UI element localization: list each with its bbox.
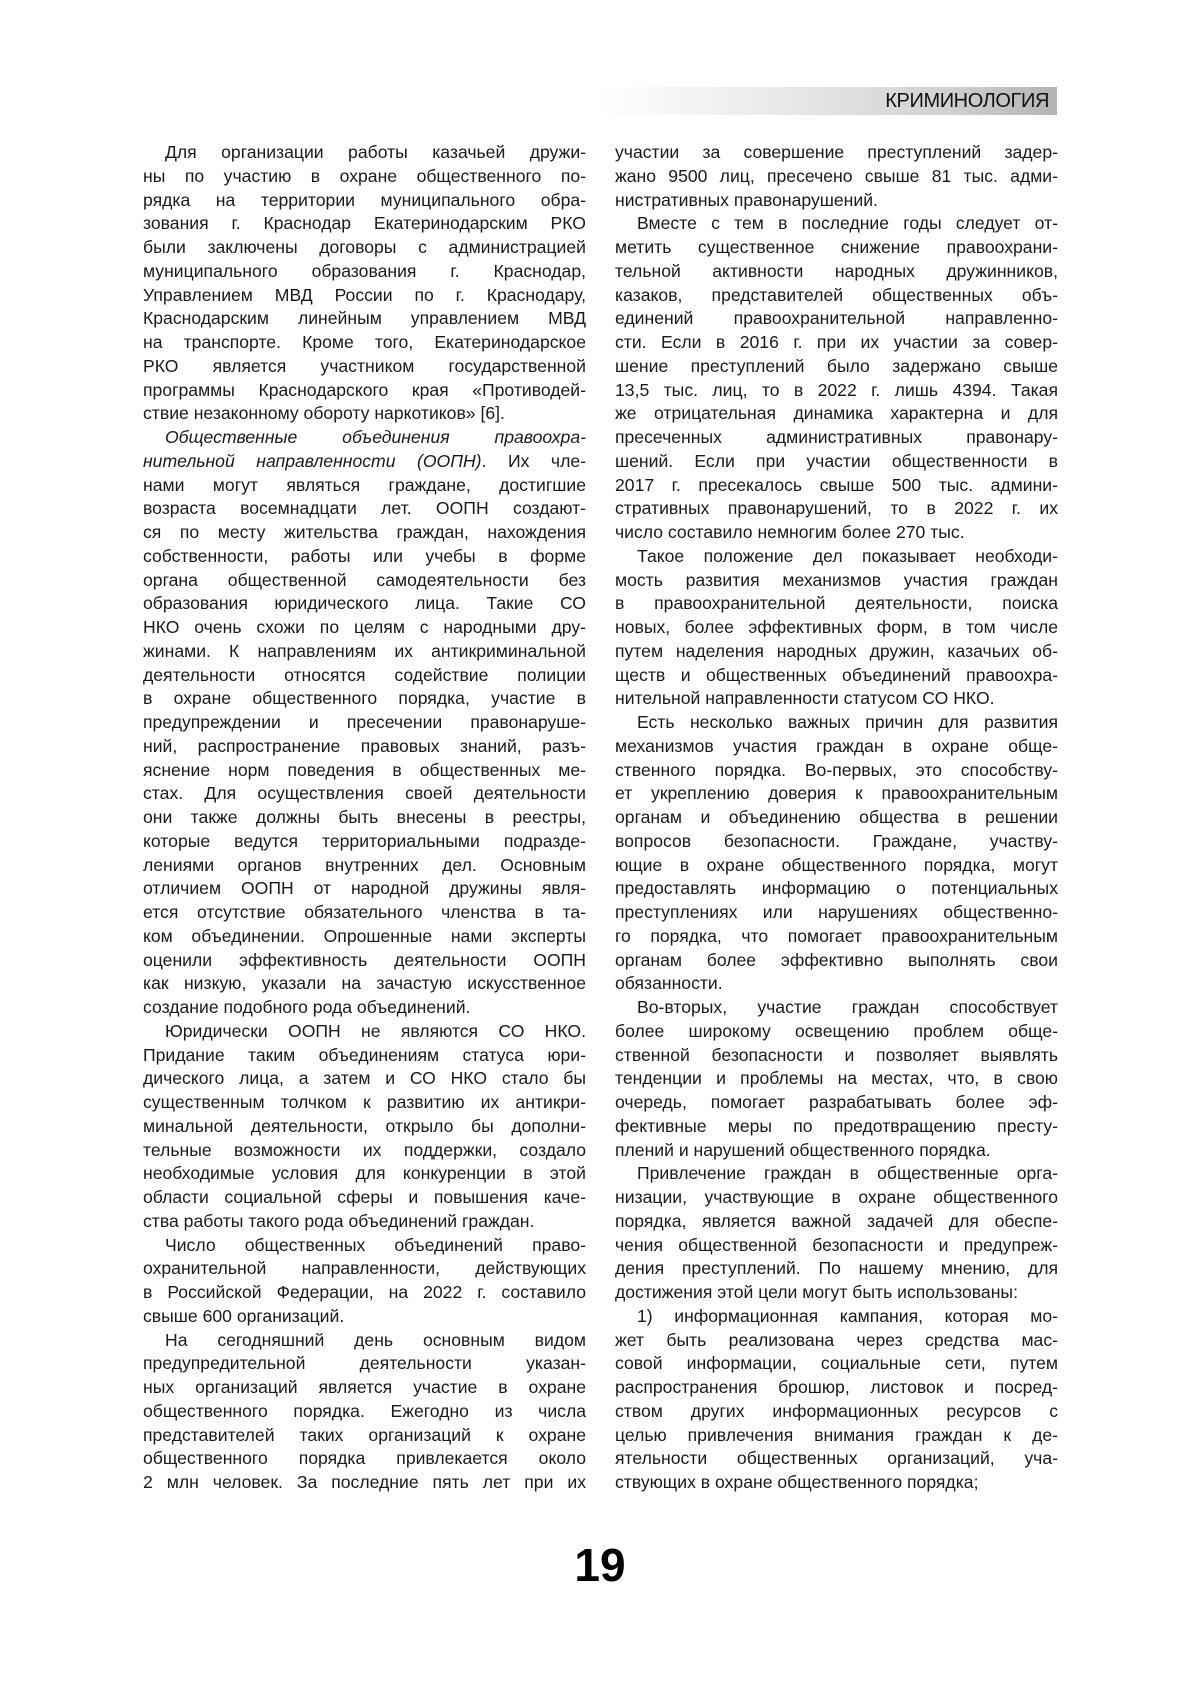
line-text: ства работы такого рода объединений граждан. bbox=[143, 1210, 534, 1234]
text-line bbox=[143, 640, 586, 664]
text-line bbox=[143, 1281, 586, 1305]
text-line bbox=[143, 972, 586, 996]
line-text: 2 млн человек. За последние пять лет при их bbox=[143, 1471, 586, 1495]
line-text: казаков, представителей общественных объ- bbox=[615, 284, 1058, 308]
text-line bbox=[615, 1352, 1058, 1376]
line-text: оценили эффективность деятельности ООПН bbox=[143, 949, 586, 973]
line-text: зования г. Краснодар Екатеринодарским РКО bbox=[143, 212, 586, 236]
text-line bbox=[143, 1305, 586, 1329]
text-line bbox=[615, 1257, 1058, 1281]
text-line bbox=[143, 616, 586, 640]
text-line bbox=[615, 972, 1058, 996]
text-line bbox=[615, 782, 1058, 806]
line-text: низации, участвующие в охране общественного bbox=[615, 1186, 1058, 1210]
line-text: 2017 г. пресекалось свыше 500 тыс. админи- bbox=[615, 474, 1058, 498]
text-line bbox=[615, 141, 1058, 165]
text-column-right bbox=[615, 141, 1058, 1495]
paragraph bbox=[615, 212, 1058, 545]
section-title: КРИМИНОЛОГИЯ bbox=[885, 90, 1049, 113]
text-line bbox=[143, 426, 586, 450]
paragraph bbox=[143, 1329, 586, 1495]
text-line bbox=[143, 355, 586, 379]
text-line bbox=[615, 664, 1058, 688]
text-line bbox=[143, 236, 586, 260]
text-line bbox=[615, 1234, 1058, 1258]
text-line bbox=[615, 569, 1058, 593]
line-text: как низкую, указали на зачастую искусственное bbox=[143, 972, 586, 996]
text-line bbox=[143, 1091, 586, 1115]
text-line bbox=[615, 616, 1058, 640]
line-text: достижения этой цели могут быть использованы: bbox=[615, 1281, 1018, 1305]
text-line bbox=[143, 1210, 586, 1234]
text-line bbox=[615, 996, 1058, 1020]
line-text: ством других информационных ресурсов с bbox=[615, 1400, 1058, 1424]
line-text bbox=[165, 426, 586, 450]
line-text: ком объединении. Опрошенные нами эксперты bbox=[143, 925, 586, 949]
text-line bbox=[143, 1376, 586, 1400]
line-text: дения преступлений. По нашему мнению, для bbox=[615, 1257, 1058, 1281]
text-line bbox=[615, 1115, 1058, 1139]
text-line bbox=[615, 521, 1058, 545]
paragraph bbox=[143, 426, 586, 1020]
paragraph bbox=[615, 711, 1058, 996]
text-line bbox=[615, 1400, 1058, 1424]
text-line bbox=[143, 260, 586, 284]
line-text: жано 9500 лиц, пресечено свыше 81 тыс. адми- bbox=[615, 165, 1058, 189]
text-line bbox=[615, 806, 1058, 830]
text-line bbox=[615, 1471, 1058, 1495]
text-line bbox=[143, 284, 586, 308]
line-text: 1) информационная кампания, которая мо- bbox=[637, 1305, 1058, 1329]
line-text: на транспорте. Кроме того, Екатеринодарское bbox=[143, 331, 586, 355]
text-line bbox=[615, 854, 1058, 878]
text-line bbox=[143, 521, 586, 545]
text-line bbox=[615, 901, 1058, 925]
line-text: РКО является участником государственной bbox=[143, 355, 586, 379]
line-text: Вместе с тем в последние годы следует от- bbox=[637, 212, 1058, 236]
line-text: 13,5 тыс. лиц, то в 2022 г. лишь 4394. Такая bbox=[615, 379, 1058, 403]
line-text: существенным толчком к развитию их антикри- bbox=[143, 1091, 586, 1115]
text-line bbox=[143, 1115, 586, 1139]
line-text: деятельности относятся содействие полиции bbox=[143, 664, 586, 688]
text-line bbox=[615, 450, 1058, 474]
line-text: Привлечение граждан в общественные орга- bbox=[637, 1162, 1058, 1186]
text-line bbox=[143, 1234, 586, 1258]
text-line bbox=[143, 806, 586, 830]
text-line bbox=[143, 212, 586, 236]
paragraph bbox=[143, 141, 586, 426]
text-line bbox=[143, 901, 586, 925]
line-text: Есть несколько важных причин для развития bbox=[637, 711, 1058, 735]
line-text: НКО очень схожи по целям с народными дру- bbox=[143, 616, 586, 640]
text-line bbox=[615, 759, 1058, 783]
line-text: ет укреплению доверия к правоохранительным bbox=[615, 782, 1058, 806]
text-segment: . Их чле- bbox=[482, 451, 586, 471]
text-line bbox=[143, 189, 586, 213]
line-text: ний, распространение правовых знаний, разъ- bbox=[143, 735, 586, 759]
text-line bbox=[615, 331, 1058, 355]
text-line bbox=[143, 402, 586, 426]
line-text: минальной деятельности, открыло бы дополни- bbox=[143, 1115, 586, 1139]
text-line bbox=[143, 1139, 586, 1163]
text-line bbox=[615, 1424, 1058, 1448]
line-text: общественного порядка привлекается около bbox=[143, 1447, 586, 1471]
text-line bbox=[615, 711, 1058, 735]
line-text: ется отсутствие обязательного членства в та- bbox=[143, 901, 586, 925]
line-text: нительной направленности статусом СО НКО. bbox=[615, 687, 995, 711]
line-text: сти. Если в 2016 г. при их участии за совер- bbox=[615, 331, 1058, 355]
text-line bbox=[143, 307, 586, 331]
line-text: необходимые условия для конкуренции в этой bbox=[143, 1162, 586, 1186]
text-line bbox=[143, 925, 586, 949]
line-text: жет быть реализована через средства мас- bbox=[615, 1329, 1058, 1353]
text-line bbox=[143, 711, 586, 735]
text-line bbox=[143, 759, 586, 783]
line-text: области социальной сферы и повышения каче- bbox=[143, 1186, 586, 1210]
text-line bbox=[143, 379, 586, 403]
line-text: распространения брошюр, листовок и посред- bbox=[615, 1376, 1058, 1400]
journal-page bbox=[0, 0, 1200, 1698]
paragraph bbox=[615, 545, 1058, 711]
text-line bbox=[615, 474, 1058, 498]
line-text: плений и нарушений общественного порядка. bbox=[615, 1139, 991, 1163]
paragraph bbox=[615, 1305, 1058, 1495]
line-text: число составило немногим более 270 тыс. bbox=[615, 521, 965, 545]
text-line bbox=[143, 1424, 586, 1448]
text-line bbox=[143, 1162, 586, 1186]
text-line bbox=[615, 830, 1058, 854]
text-line bbox=[143, 1400, 586, 1424]
line-text: нистративных правонарушений. bbox=[615, 189, 878, 213]
line-text: же отрицательная динамика характерна и для bbox=[615, 402, 1058, 426]
text-line bbox=[143, 877, 586, 901]
text-line bbox=[143, 450, 586, 474]
line-text: единений правоохранительной направленно- bbox=[615, 307, 1058, 331]
text-line bbox=[143, 1352, 586, 1376]
line-text: представителей таких организаций к охране bbox=[143, 1424, 586, 1448]
line-text: Придание таким объединениям статуса юри- bbox=[143, 1044, 586, 1068]
line-text: шений. Если при участии общественности в bbox=[615, 450, 1058, 474]
line-text: органа общественной самодеятельности без bbox=[143, 569, 586, 593]
line-text: Юридически ООПН не являются СО НКО. bbox=[165, 1020, 586, 1044]
line-text: предупреждении и пресечении правонаруше- bbox=[143, 711, 586, 735]
line-text: Управлением МВД России по г. Краснодару, bbox=[143, 284, 586, 308]
line-text: мость развития механизмов участия граждан bbox=[615, 569, 1058, 593]
line-text: дического лица, а затем и СО НКО стало бы bbox=[143, 1067, 586, 1091]
line-text: в правоохранительной деятельности, поиска bbox=[615, 592, 1058, 616]
line-text: предупредительной деятельности указан- bbox=[143, 1352, 586, 1376]
line-text: в охране общественного порядка, участие в bbox=[143, 687, 586, 711]
line-text: механизмов участия граждан в охране обще- bbox=[615, 735, 1058, 759]
text-line bbox=[615, 379, 1058, 403]
line-text: жинами. К направлениям их антикриминальной bbox=[143, 640, 586, 664]
line-text: порядка, является важной задачей для обеспе- bbox=[615, 1210, 1058, 1234]
text-line bbox=[143, 664, 586, 688]
text-line bbox=[615, 426, 1058, 450]
line-text: тенденции и проблемы на местах, что, в свою bbox=[615, 1067, 1058, 1091]
line-text: были заключены договоры с администрацией bbox=[143, 236, 586, 260]
text-line bbox=[615, 189, 1058, 213]
line-text: вопросов безопасности. Граждане, участву- bbox=[615, 830, 1058, 854]
line-text: они также должны быть внесены в реестры, bbox=[143, 806, 586, 830]
paragraph bbox=[143, 1020, 586, 1234]
text-line bbox=[615, 1139, 1058, 1163]
line-text: преступлениях или нарушениях общественно- bbox=[615, 901, 1058, 925]
text-line bbox=[143, 996, 586, 1020]
line-text: Число общественных объединений право- bbox=[165, 1234, 586, 1258]
text-line bbox=[143, 1067, 586, 1091]
line-text: тельные возможности их поддержки, создало bbox=[143, 1139, 586, 1163]
text-line bbox=[143, 474, 586, 498]
line-text: яснение норм поведения в общественных ме- bbox=[143, 759, 586, 783]
text-line bbox=[615, 355, 1058, 379]
text-line bbox=[615, 1210, 1058, 1234]
text-line bbox=[615, 307, 1058, 331]
line-text: очередь, помогает разрабатывать более эф- bbox=[615, 1091, 1058, 1115]
text-line bbox=[143, 1044, 586, 1068]
text-line bbox=[615, 236, 1058, 260]
text-line bbox=[615, 877, 1058, 901]
paragraph bbox=[615, 996, 1058, 1162]
line-text: возраста восемнадцати лет. ООПН создают- bbox=[143, 497, 586, 521]
line-text: целью привлечения внимания граждан к де- bbox=[615, 1424, 1058, 1448]
text-line bbox=[615, 1186, 1058, 1210]
text-line bbox=[143, 331, 586, 355]
line-text: пресеченных административных правонару- bbox=[615, 426, 1058, 450]
line-text: ны по участию в охране общественного по- bbox=[143, 165, 586, 189]
line-text: путем наделения народных дружин, казачьих об- bbox=[615, 640, 1058, 664]
line-text: охранительной направленности, действующих bbox=[143, 1257, 586, 1281]
line-text: более широкому освещению проблем обще- bbox=[615, 1020, 1058, 1044]
line-text: ющие в охране общественного порядка, могут bbox=[615, 854, 1058, 878]
line-text: органам и объединению общества в решении bbox=[615, 806, 1058, 830]
text-line bbox=[615, 1329, 1058, 1353]
line-text: тельной активности народных дружинников, bbox=[615, 260, 1058, 284]
italic-term: Общественные объединения правоохра- bbox=[165, 427, 586, 447]
line-text: метить существенное снижение правоохрани- bbox=[615, 236, 1058, 260]
text-line bbox=[615, 1447, 1058, 1471]
line-text: общественного порядка. Ежегодно из числа bbox=[143, 1400, 586, 1424]
line-text: отличием ООПН от народной дружины явля- bbox=[143, 877, 586, 901]
line-text: го порядка, что помогает правоохранительным bbox=[615, 925, 1058, 949]
line-text: ных организаций является участие в охране bbox=[143, 1376, 586, 1400]
line-text: ятельности общественных организаций, уча- bbox=[615, 1447, 1058, 1471]
text-line bbox=[143, 1186, 586, 1210]
line-text: свыше 600 организаций. bbox=[143, 1305, 344, 1329]
line-text: стах. Для осуществления своей деятельности bbox=[143, 782, 586, 806]
text-line bbox=[615, 212, 1058, 236]
text-line bbox=[615, 687, 1058, 711]
text-line bbox=[615, 165, 1058, 189]
line-text: ствие незаконному обороту наркотиков» [6]. bbox=[143, 402, 505, 426]
line-text: в Российской Федерации, на 2022 г. составило bbox=[143, 1281, 586, 1305]
line-text: шение преступлений было задержано свыше bbox=[615, 355, 1058, 379]
section-header-bar bbox=[596, 87, 1057, 115]
text-line bbox=[143, 1257, 586, 1281]
text-line bbox=[615, 260, 1058, 284]
line-text: которые ведутся территориальными подразде- bbox=[143, 830, 586, 854]
text-line bbox=[615, 545, 1058, 569]
text-line bbox=[143, 545, 586, 569]
line-text: образования юридического лица. Такие СО bbox=[143, 592, 586, 616]
line-text: обязанности. bbox=[615, 972, 723, 996]
line-text: муниципального образования г. Краснодар, bbox=[143, 260, 586, 284]
line-text: стративных правонарушений, то в 2022 г. их bbox=[615, 497, 1058, 521]
text-line bbox=[615, 1044, 1058, 1068]
text-line bbox=[143, 782, 586, 806]
page-number: 19 bbox=[0, 1538, 1200, 1592]
text-line bbox=[615, 1067, 1058, 1091]
line-text bbox=[143, 450, 586, 474]
text-line bbox=[143, 1447, 586, 1471]
text-line bbox=[143, 141, 586, 165]
line-text: органам более эффективно выполнять свои bbox=[615, 949, 1058, 973]
text-line bbox=[143, 1329, 586, 1353]
italic-term: нительной направленности (ООПН) bbox=[143, 451, 482, 471]
text-line bbox=[615, 592, 1058, 616]
text-line bbox=[143, 497, 586, 521]
line-text: Краснодарским линейным управлением МВД bbox=[143, 307, 586, 331]
line-text: лениями органов внутренних дел. Основным bbox=[143, 854, 586, 878]
line-text: ся по месту жительства граждан, нахождения bbox=[143, 521, 586, 545]
text-line bbox=[143, 165, 586, 189]
text-line bbox=[615, 1376, 1058, 1400]
paragraph bbox=[615, 141, 1058, 212]
line-text: собственности, работы или учебы в форме bbox=[143, 545, 586, 569]
text-line bbox=[615, 1162, 1058, 1186]
text-line bbox=[143, 1020, 586, 1044]
text-line bbox=[143, 735, 586, 759]
text-line bbox=[615, 284, 1058, 308]
paragraph bbox=[143, 1234, 586, 1329]
line-text: Во-вторых, участие граждан способствует bbox=[637, 996, 1058, 1020]
line-text: ственной безопасности и позволяет выявлять bbox=[615, 1044, 1058, 1068]
line-text: ственного порядка. Во-первых, это способству- bbox=[615, 759, 1058, 783]
paragraph bbox=[615, 1162, 1058, 1305]
text-line bbox=[143, 1471, 586, 1495]
text-line bbox=[615, 497, 1058, 521]
line-text: фективные меры по предотвращению престу- bbox=[615, 1115, 1058, 1139]
line-text: предоставлять информацию о потенциальных bbox=[615, 877, 1058, 901]
line-text: Такое положение дел показывает необходи- bbox=[637, 545, 1058, 569]
text-line bbox=[615, 949, 1058, 973]
text-line bbox=[143, 830, 586, 854]
text-line bbox=[615, 1281, 1058, 1305]
text-column-left bbox=[143, 141, 586, 1495]
text-line bbox=[615, 640, 1058, 664]
line-text: программы Краснодарского края «Противодей- bbox=[143, 379, 586, 403]
text-line bbox=[143, 569, 586, 593]
text-line bbox=[615, 1020, 1058, 1044]
text-line bbox=[143, 949, 586, 973]
line-text: чения общественной безопасности и предупреж- bbox=[615, 1234, 1058, 1258]
text-line bbox=[615, 1305, 1058, 1329]
line-text: совой информации, социальные сети, путем bbox=[615, 1352, 1058, 1376]
line-text: На сегодняшний день основным видом bbox=[165, 1329, 586, 1353]
text-line bbox=[143, 687, 586, 711]
text-line bbox=[615, 402, 1058, 426]
text-line bbox=[143, 854, 586, 878]
line-text: новых, более эффективных форм, в том числе bbox=[615, 616, 1058, 640]
line-text: ществ и общественных объединений правоохра- bbox=[615, 664, 1058, 688]
text-line bbox=[143, 592, 586, 616]
line-text: нами могут являться граждане, достигшие bbox=[143, 474, 586, 498]
line-text: создание подобного рода объединений. bbox=[143, 996, 470, 1020]
text-line bbox=[615, 1091, 1058, 1115]
line-text: Для организации работы казачьей дружи- bbox=[165, 141, 586, 165]
line-text: рядка на территории муниципального обра- bbox=[143, 189, 586, 213]
text-line bbox=[615, 735, 1058, 759]
text-line bbox=[615, 925, 1058, 949]
line-text: ствующих в охране общественного порядка; bbox=[615, 1471, 978, 1495]
line-text: участии за совершение преступлений задер- bbox=[615, 141, 1058, 165]
